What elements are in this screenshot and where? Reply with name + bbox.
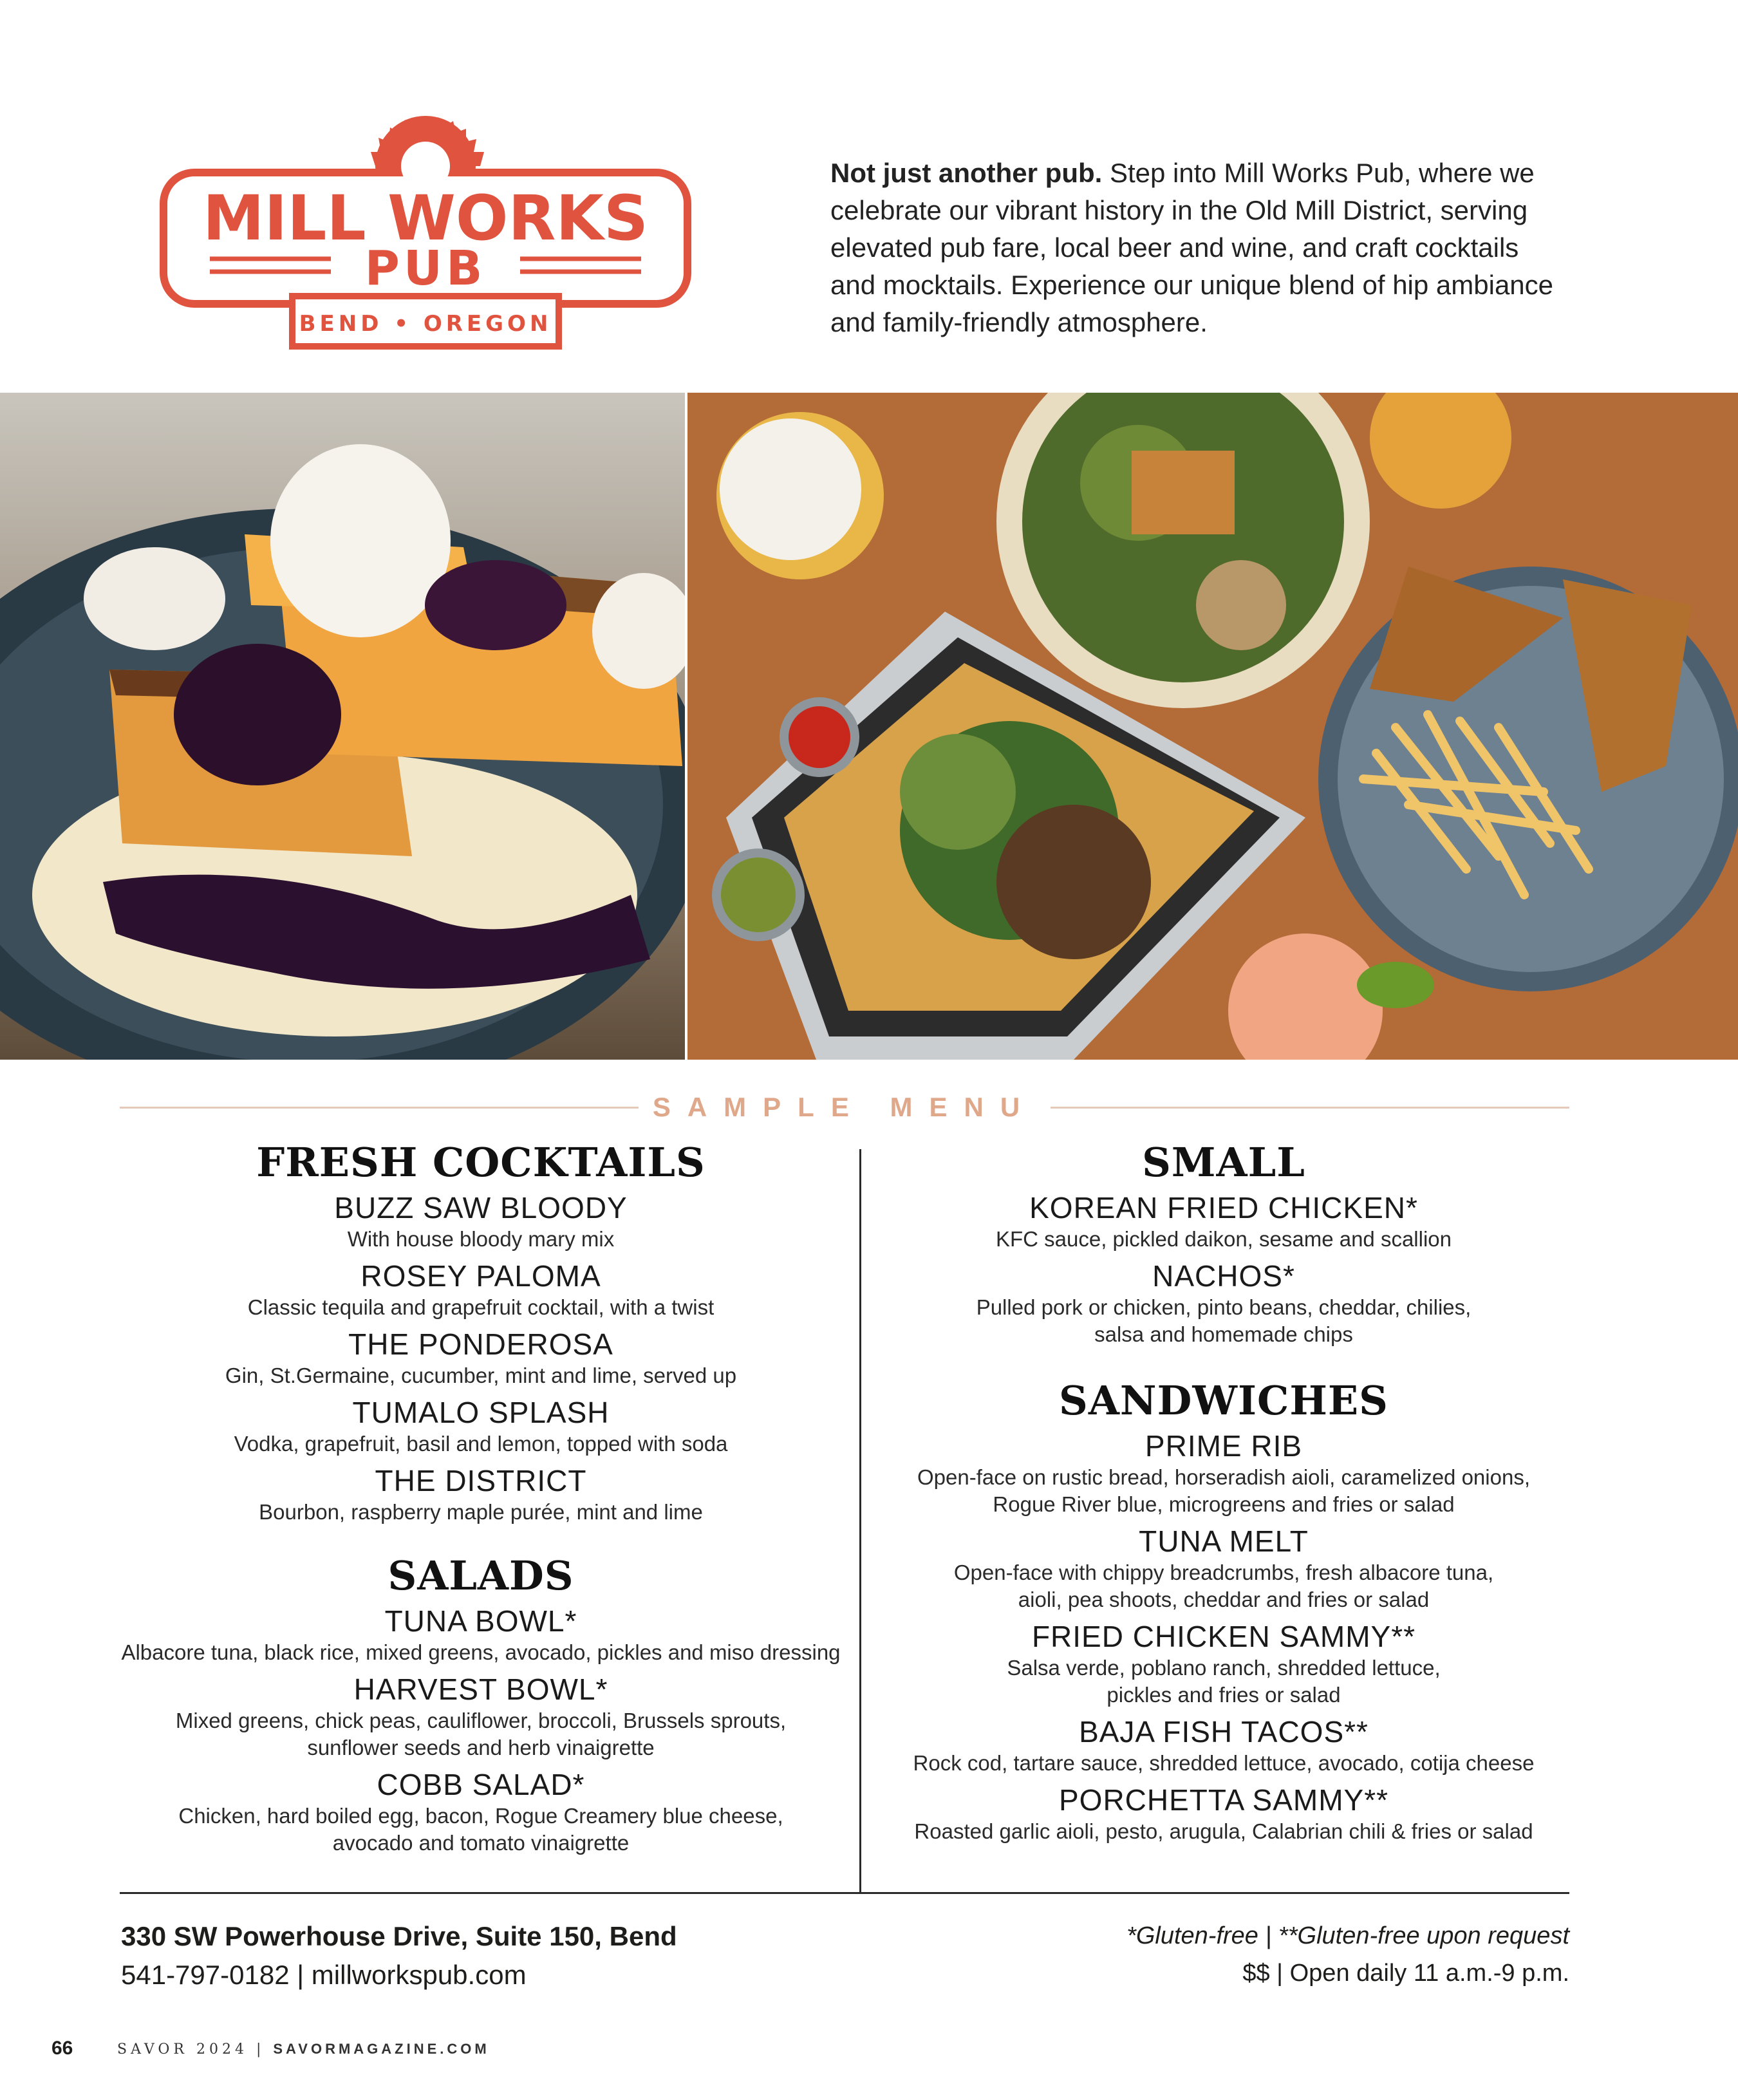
item-desc: Rock cod, tartare sauce, shredded lettuce, avocado, cotija cheese <box>913 1751 1535 1775</box>
item-desc: Roasted garlic aioli, pesto, arugula, Calabrian chili & fries or salad <box>914 1819 1533 1843</box>
item-desc: With house bloody mary mix <box>347 1227 615 1251</box>
item-name: TUNA BOWL* <box>384 1604 577 1638</box>
logo-line3: BEND • OREGON <box>299 311 552 337</box>
magazine-site: SAVORMAGAZINE.COM <box>273 2041 490 2057</box>
logo-line1: MILL WORKS <box>203 182 648 254</box>
item-name: COBB SALAD* <box>377 1768 585 1801</box>
item-desc: Salsa verde, poblano ranch, shredded lettuce, <box>1007 1656 1441 1680</box>
item-name: KOREAN FRIED CHICKEN* <box>1029 1191 1418 1224</box>
price-and-hours: $$ | Open daily 11 a.m.-9 p.m. <box>1242 1960 1569 1987</box>
gluten-note: *Gluten-free | **Gluten-free upon request <box>1126 1922 1569 1949</box>
sample-menu-title: SAMPLE MENU <box>652 1092 1037 1122</box>
page-number: 66 <box>51 2038 73 2059</box>
phone-and-website: 541-797-0182 | millworkspub.com <box>121 1960 527 1990</box>
header-rule-right <box>1051 1107 1569 1109</box>
photo-french-toast <box>0 393 685 1060</box>
item-name: PORCHETTA SAMMY** <box>1059 1783 1388 1817</box>
menu-column-right <box>860 1137 1587 1845</box>
notes-block <box>1126 1917 1569 1992</box>
magazine-footer <box>117 2041 490 2058</box>
address: 330 SW Powerhouse Drive, Suite 150, Bend <box>121 1921 677 1951</box>
item-name: HARVEST BOWL* <box>353 1673 608 1706</box>
item-desc: avocado and tomato vinaigrette <box>332 1831 630 1855</box>
item-desc: aioli, pea shoots, cheddar and fries or salad <box>1018 1588 1430 1611</box>
item-desc: KFC sauce, pickled daikon, sesame and scallion <box>995 1227 1452 1251</box>
item-desc: Chicken, hard boiled egg, bacon, Rogue Creamery blue cheese, <box>178 1804 783 1828</box>
magazine-name: SAVOR 2024 | <box>117 2041 274 2058</box>
sample-menu-header <box>120 1088 1569 1127</box>
item-name: TUMALO SPLASH <box>352 1396 610 1429</box>
mill-works-pub-logo <box>158 90 693 354</box>
header-rule-left <box>120 1107 639 1109</box>
item-desc: pickles and fries or salad <box>1107 1683 1341 1707</box>
menu-column-left <box>120 1137 842 1857</box>
item-desc: Classic tequila and grapefruit cocktail, with a twist <box>247 1295 715 1319</box>
item-name: BUZZ SAW BLOODY <box>334 1191 628 1224</box>
item-desc: Open-face with chippy breadcrumbs, fresh albacore tuna, <box>953 1561 1494 1584</box>
item-desc: Rogue River blue, microgreens and fries or salad <box>993 1492 1455 1516</box>
contact-block <box>121 1917 677 1994</box>
photo-pub-spread <box>687 393 1738 1060</box>
section-title-small: SMALL <box>1142 1139 1305 1186</box>
item-desc: Pulled pork or chicken, pinto beans, cheddar, chilies, <box>976 1295 1472 1319</box>
item-name: FRIED CHICKEN SAMMY** <box>1031 1620 1416 1653</box>
item-name: THE DISTRICT <box>375 1464 587 1497</box>
logo-line2: PUB <box>364 241 487 296</box>
item-name: THE PONDEROSA <box>348 1327 613 1361</box>
item-name: TUNA MELT <box>1139 1524 1309 1558</box>
item-name: NACHOS* <box>1152 1259 1295 1293</box>
item-desc: Bourbon, raspberry maple purée, mint and lime <box>259 1500 703 1524</box>
footer-rule <box>120 1892 1569 1894</box>
item-desc: Gin, St.Germaine, cucumber, mint and lime, served up <box>225 1364 737 1387</box>
item-desc: Mixed greens, chick peas, cauliflower, broccoli, Brussels sprouts, <box>175 1709 787 1732</box>
section-title-sandwiches: SANDWICHES <box>1059 1377 1388 1424</box>
item-name: BAJA FISH TACOS** <box>1079 1715 1369 1748</box>
item-desc: sunflower seeds and herb vinaigrette <box>307 1736 655 1759</box>
section-title-cocktails: FRESH COCKTAILS <box>256 1139 705 1186</box>
item-desc: salsa and homemade chips <box>1094 1322 1353 1346</box>
item-desc: Vodka, grapefruit, basil and lemon, topped with soda <box>234 1432 728 1456</box>
item-desc: Open-face on rustic bread, horseradish aioli, caramelized onions, <box>917 1465 1530 1489</box>
intro-paragraph <box>830 155 1571 341</box>
intro-body: Step into Mill Works Pub, where we celebrate our vibrant history in the Old Mill District, serving elevated pub fare, local beer and wine, and craft cocktails and mocktails. Experience our unique blend of hip ambiance and family-friendly atmosphere. <box>830 158 1554 337</box>
item-name: ROSEY PALOMA <box>360 1259 601 1293</box>
saw-blade-logo-graphic <box>158 90 693 354</box>
section-title-salads: SALADS <box>388 1552 574 1599</box>
intro-lead: Not just another pub. <box>830 158 1103 188</box>
item-desc: Albacore tuna, black rice, mixed greens, avocado, pickles and miso dressing <box>121 1640 841 1664</box>
item-name: PRIME RIB <box>1145 1429 1303 1463</box>
